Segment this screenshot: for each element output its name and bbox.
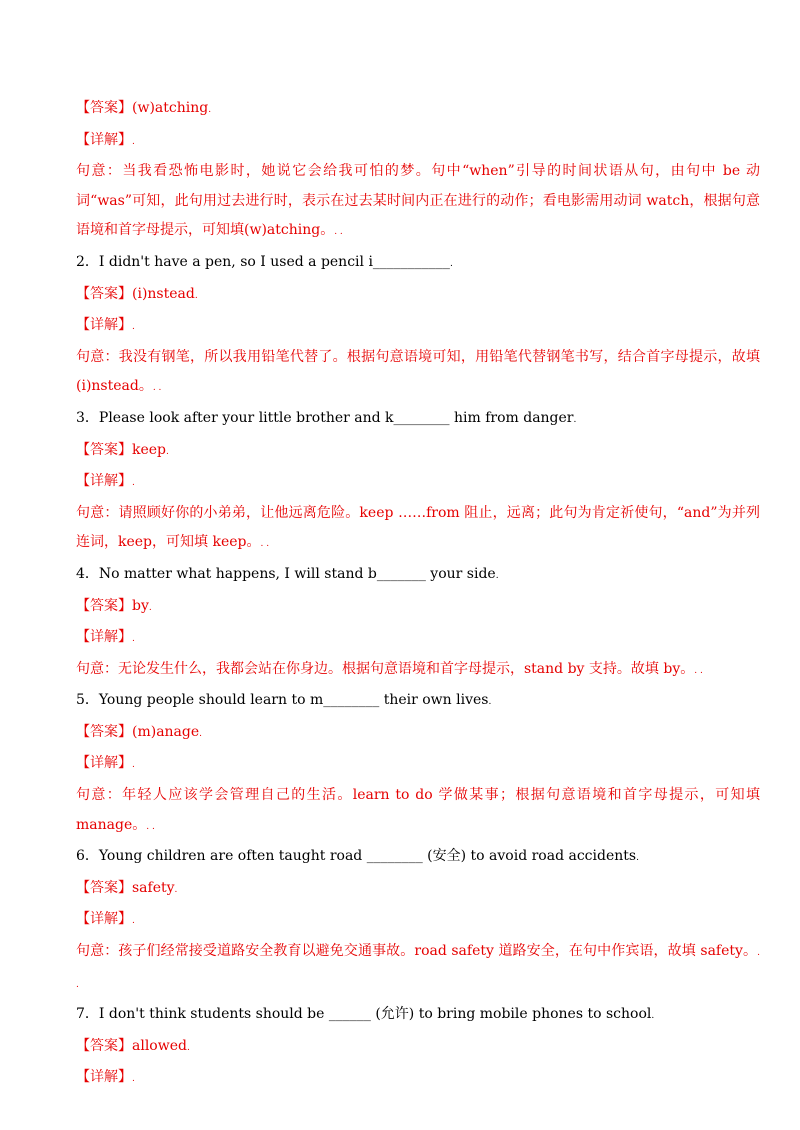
answer-5: 【答案】(m)anage. — [76, 723, 203, 740]
explanation-4: 句意：无论发生什么，我都会站在你身边。根据句意语境和首字母提示，stand by 支持。故填 by。. . — [76, 660, 703, 677]
detail-label-4: 【详解】. — [76, 629, 135, 646]
answer-4: 【答案】by. — [76, 597, 152, 614]
answer-3: 【答案】keep. — [76, 441, 169, 458]
answer-1: 【答案】(w)atching. — [76, 100, 212, 116]
question-5: 5．Young people should learn to m________ their own lives. — [76, 692, 492, 709]
explanation-5: 句意：年轻人应该学会管理自己的生活。learn to do 学做某事；根据句意语境和首字母提示，可知填 manage。. . — [76, 787, 760, 833]
explanation-1: 句意：当我看恐怖电影时，她说它会给我可怕的梦。句中“when”引导的时间状语从句，由句中 be 动词“was”可知，此句用过去进行时，表示在过去某时间内正在进行的动作；看电影需用动词 watch，根据句意语境和首字母提示，可知填(w)atching。. . — [76, 163, 760, 239]
explanation-6: 句意：孩子们经常接受道路安全教育以避免交通事故。road safety 道路安全，在句中作宾语，故填 safety。. . — [76, 943, 760, 990]
answer-6: 【答案】safety. — [76, 879, 178, 896]
answer-7: 【答案】allowed. — [76, 1037, 190, 1054]
question-7: 7．I don't think students should be ______ (允许) to bring mobile phones to school. — [76, 1006, 655, 1023]
detail-label-7: 【详解】. — [76, 1069, 135, 1086]
detail-label-6: 【详解】. — [76, 911, 135, 928]
question-3: 3．Please look after your little brother and k________ him from danger. — [76, 409, 577, 426]
explanation-3: 句意：请照顾好你的小弟弟，让他远离危险。keep ……from 阻止，远离；此句为肯定祈使句，“and”为并列连词，keep，可知填 keep。. . — [76, 504, 760, 551]
question-4: 4．No matter what happens, I will stand b_______ your side. — [76, 565, 499, 582]
question-6: 6．Young children are often taught road ________ (安全) to avoid road accidents. — [76, 848, 639, 865]
detail-label-1: 【详解】. — [76, 131, 135, 148]
detail-label-2: 【详解】. — [76, 317, 135, 334]
detail-label-3: 【详解】. — [76, 473, 135, 490]
detail-label-5: 【详解】. — [76, 755, 135, 772]
explanation-2: 句意：我没有钢笔，所以我用铅笔代替了。根据句意语境可知，用铅笔代替钢笔书写，结合首字母提示，故填(i)nstead。. . — [76, 348, 760, 395]
question-2: 2．I didn't have a pen, so I used a pencil i___________. — [76, 253, 453, 270]
answer-2: 【答案】(i)nstead. — [76, 285, 198, 302]
